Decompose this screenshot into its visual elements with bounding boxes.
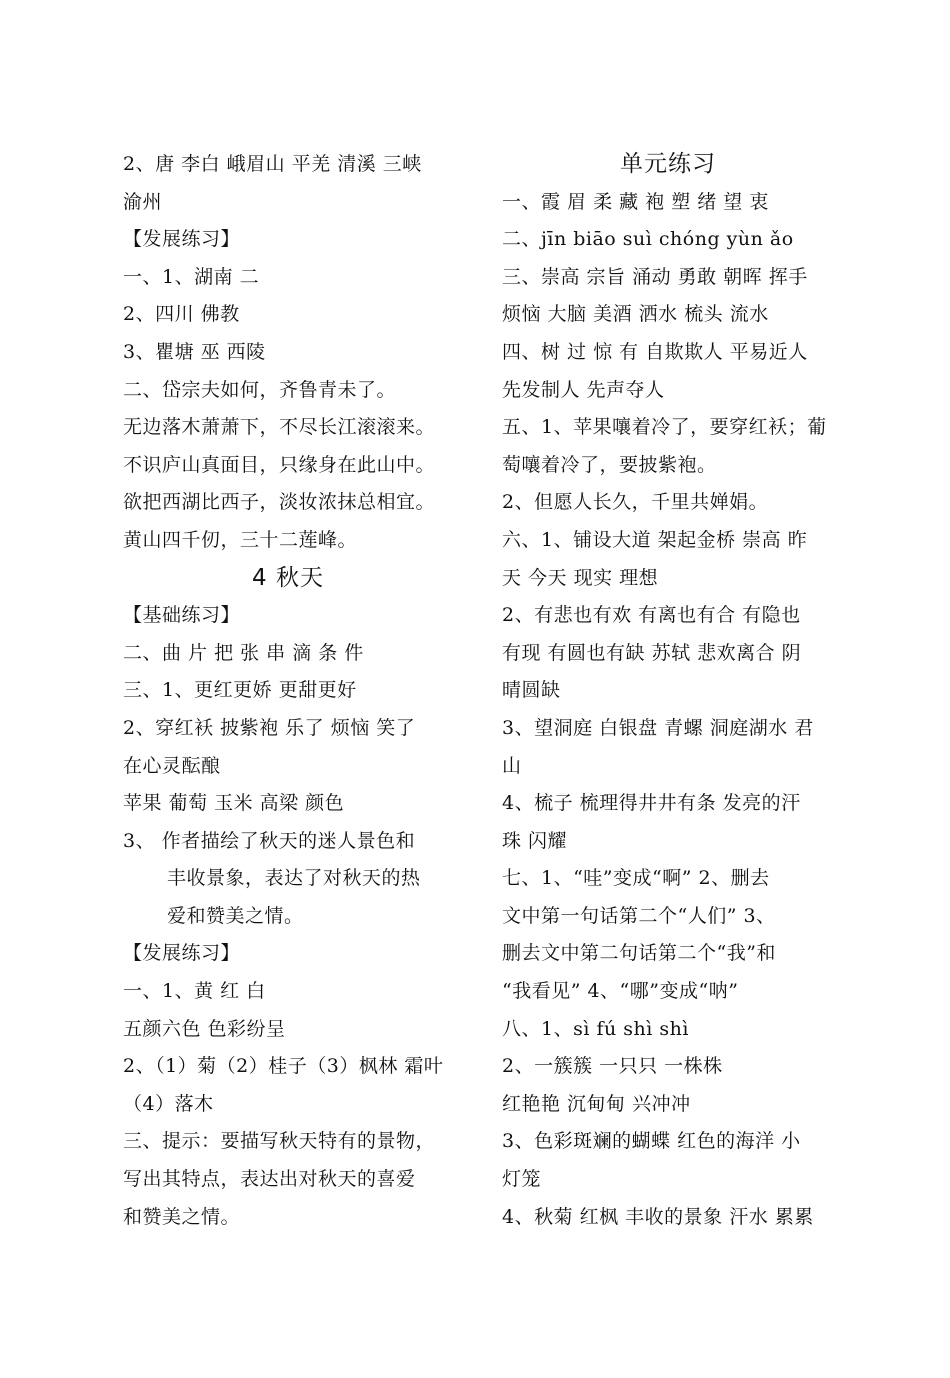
text-line: 欲把西湖比西子，淡妆浓抹总相宜。 — [123, 491, 436, 514]
text-line: 4、秋菊 红枫 丰收的景象 汗水 累累 — [502, 1205, 814, 1228]
text-line: 2、穿红袄 披紫袍 乐了 烦恼 笑了 — [123, 716, 416, 739]
text-line: 2、（1）菊（2）桂子（3）枫林 霜叶 — [123, 1055, 444, 1078]
text-line: 山 — [502, 754, 522, 777]
text-line: 4、梳子 梳理得井井有条 发亮的汗 — [502, 792, 801, 815]
right-column — [502, 146, 834, 1236]
text-line: 一、1、黄 红 白 — [123, 980, 266, 1003]
text-line: 萄嚷着冷了，要披紫袍。 — [502, 453, 717, 476]
text-line: 2、但愿人长久，千里共婵娟。 — [502, 491, 769, 514]
text-line: 不识庐山真面目，只缘身在此山中。 — [123, 453, 436, 476]
text-line: 无边落木萧萧下，不尽长江滚滚来。 — [123, 416, 436, 439]
text-line: 文中第一句话第二个“人们” 3、 — [502, 904, 776, 927]
text-line: 八、1、sì fú shì shì — [502, 1017, 689, 1040]
text-line: 灯笼 — [502, 1168, 542, 1191]
text-line: 五、1、苹果嚷着冷了，要穿红袄；葡 — [502, 416, 827, 439]
text-line: 黄山四千仞，三十二莲峰。 — [123, 528, 358, 551]
text-line: 三、提示：要描写秋天特有的景物， — [123, 1130, 436, 1153]
text-line: 二、曲 片 把 张 串 滴 条 件 — [123, 641, 364, 664]
text-line: 有现 有圆也有缺 苏轼 悲欢离合 阴 — [502, 641, 802, 664]
text-line: 三、1、更红更娇 更甜更好 — [123, 679, 357, 702]
text-line: 六、1、铺设大道 架起金桥 崇高 昨 — [502, 528, 808, 551]
left-column — [123, 146, 453, 1236]
text-line: 三、崇高 宗旨 涌动 勇敢 朝晖 挥手 — [502, 265, 808, 288]
text-line: 渝州 — [123, 190, 163, 213]
text-line: 写出其特点，表达出对秋天的喜爱 — [123, 1168, 416, 1191]
text-line: 【发展练习】 — [123, 228, 241, 251]
text-line: 3、望洞庭 白银盘 青螺 洞庭湖水 君 — [502, 716, 814, 739]
text-line: 四、树 过 惊 有 自欺欺人 平易近人 — [502, 340, 808, 363]
text-line: 爱和赞美之情。 — [167, 904, 304, 927]
text-line: 珠 闪耀 — [502, 829, 568, 852]
text-line: 3、 作者描绘了秋天的迷人景色和 — [123, 829, 416, 852]
text-line: 3、瞿塘 巫 西陵 — [123, 340, 266, 363]
text-line: 七、1、“哇”变成“啊” 2、删去 — [502, 867, 770, 890]
text-line: 二、jīn biāo suì chóng yùn ǎo — [502, 228, 794, 251]
text-line: （4）落木 — [123, 1092, 214, 1115]
text-line: 2、四川 佛教 — [123, 303, 240, 326]
text-line: 烦恼 大脑 美酒 洒水 梳头 流水 — [502, 303, 769, 326]
text-line: 丰收景象，表达了对秋天的热 — [167, 867, 421, 890]
text-line: 一、1、湖南 二 — [123, 265, 260, 288]
text-line: 晴圆缺 — [502, 679, 561, 702]
text-line: “我看见” 4、“哪”变成“呐” — [502, 980, 739, 1003]
text-line: 二、岱宗夫如何，齐鲁青未了。 — [123, 378, 397, 401]
text-line: 在心灵酝酿 — [123, 754, 221, 777]
section-heading: 4 秋天 — [252, 564, 324, 591]
text-line: 2、一簇簇 一只只 一株株 — [502, 1055, 723, 1078]
text-line: 2、有悲也有欢 有离也有合 有隐也 — [502, 604, 801, 627]
section-heading: 单元练习 — [620, 151, 716, 177]
text-line: 【发展练习】 — [123, 942, 241, 965]
text-line: 五颜六色 色彩纷呈 — [123, 1017, 286, 1040]
text-line: 3、色彩斑斓的蝴蝶 红色的海洋 小 — [502, 1130, 801, 1153]
text-line: 【基础练习】 — [123, 604, 241, 627]
text-line: 删去文中第二句话第二个“我”和 — [502, 942, 776, 965]
text-line: 2、唐 李白 峨眉山 平羌 清溪 三峡 — [123, 153, 422, 175]
text-line: 红艳艳 沉甸甸 兴冲冲 — [502, 1092, 691, 1115]
text-line: 和赞美之情。 — [123, 1205, 241, 1228]
text-line: 先发制人 先声夺人 — [502, 378, 665, 401]
text-line: 一、霞 眉 柔 藏 袍 塑 绪 望 衷 — [502, 190, 769, 213]
text-line: 天 今天 现实 理想 — [502, 566, 659, 589]
text-line: 苹果 葡萄 玉米 高梁 颜色 — [123, 792, 345, 815]
